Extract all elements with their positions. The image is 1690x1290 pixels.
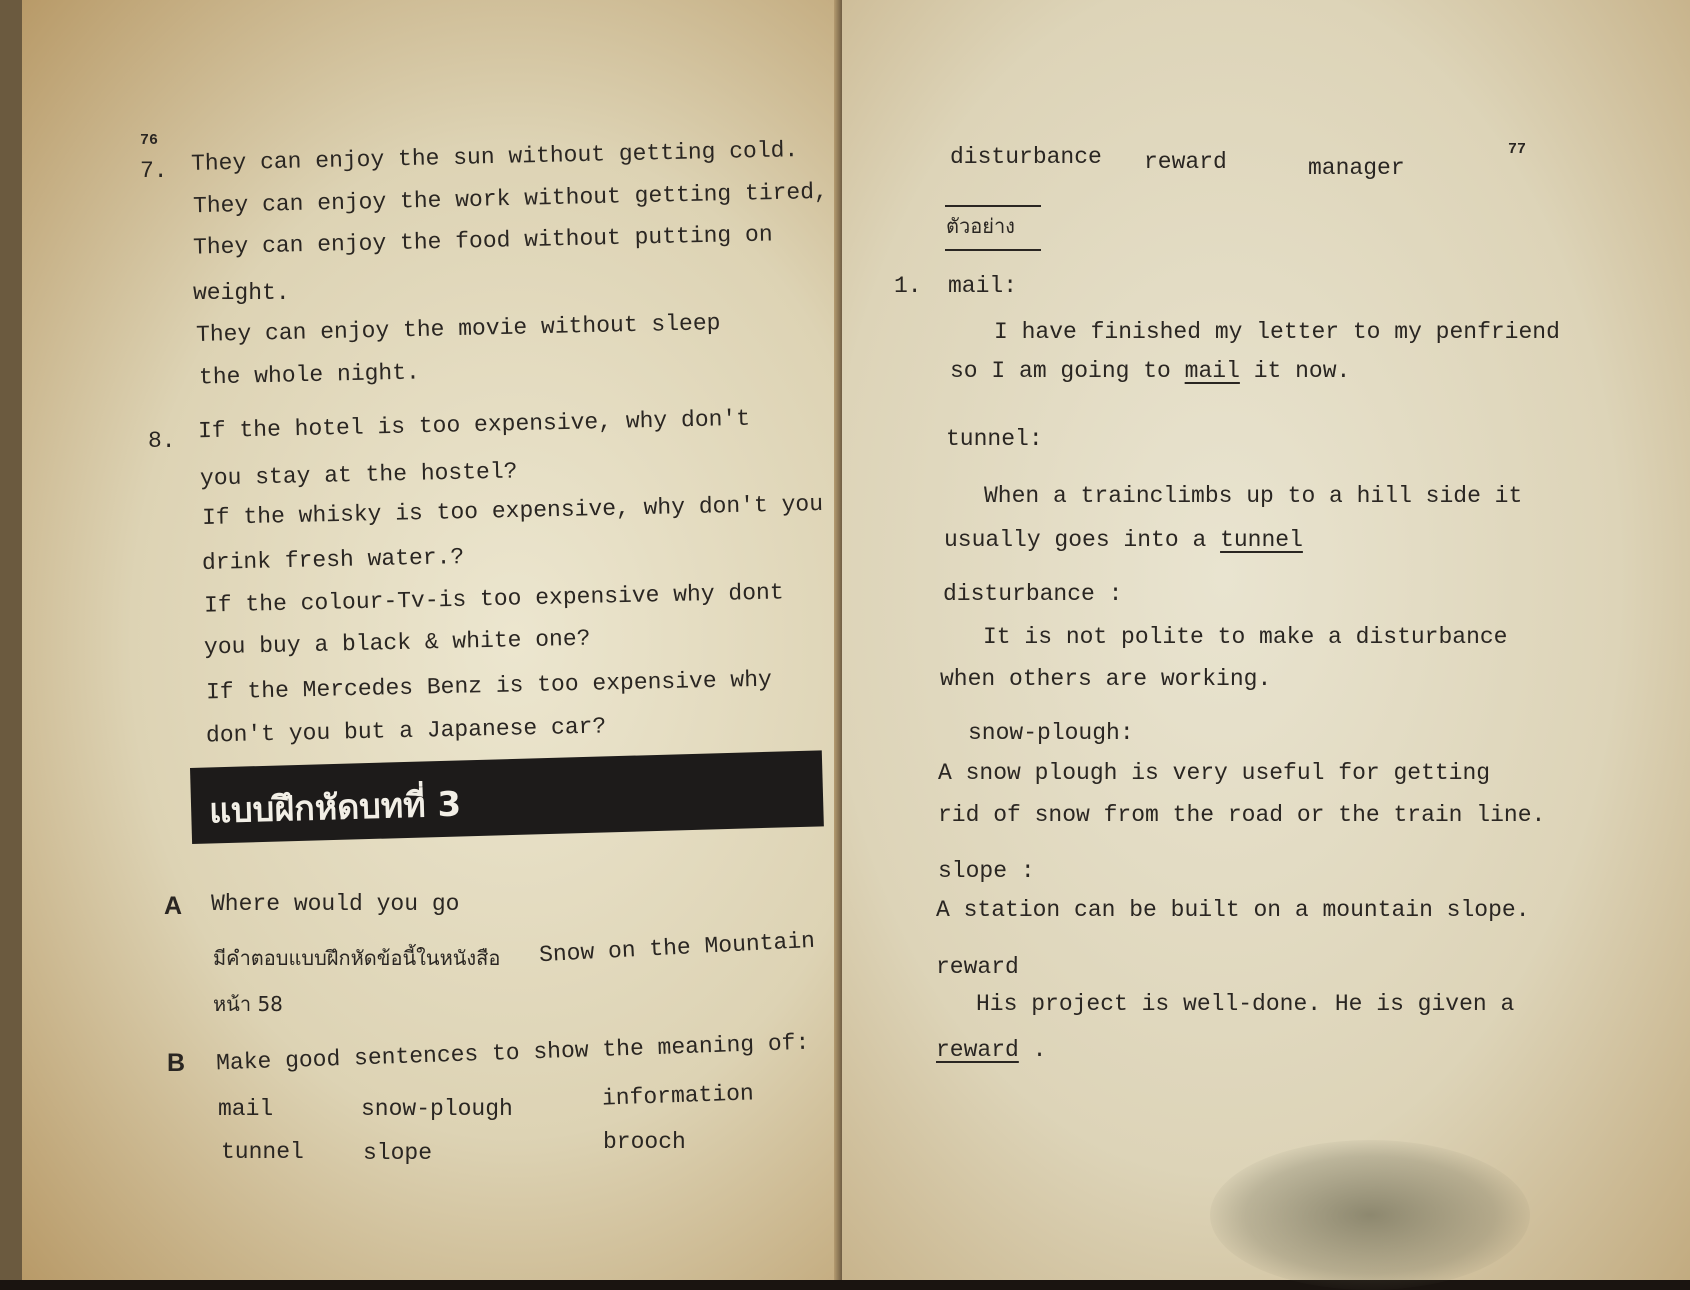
item-7-line: They can enjoy the food without putting on: [192, 221, 773, 261]
entry-text: .: [1032, 1037, 1047, 1063]
entry-text: so I am going to: [950, 358, 1171, 384]
entry-line: It is not polite to make a disturbance: [983, 624, 1508, 650]
entry-underlined-word: reward: [936, 1037, 1019, 1063]
exercise-banner: [190, 750, 824, 844]
item-8-line: If the colour-Tv-is too expensive why dont: [203, 579, 784, 619]
section-a-page-ref: หน้า 58: [213, 992, 283, 1016]
entry-term: snow-plough:: [968, 720, 1134, 746]
item-7-number: 7.: [140, 158, 168, 184]
word-item: mail: [218, 1096, 274, 1122]
entry-term: tunnel:: [946, 426, 1043, 452]
left-page: [0, 0, 842, 1280]
item-8-line: don't you but a Japanese car?: [205, 713, 607, 749]
right-page: [842, 0, 1690, 1280]
entry-line: A snow plough is very useful for getting: [938, 760, 1491, 786]
word-item: snow-plough: [361, 1096, 513, 1122]
page-stain: [1210, 1140, 1530, 1290]
item-8-line: If the Mercedes Benz is too expensive why: [205, 666, 773, 706]
section-b-letter: B: [167, 1049, 186, 1077]
header-word: reward: [1144, 149, 1227, 175]
example-rule-bottom: [945, 249, 1041, 251]
entry-underlined-word: mail: [1184, 358, 1240, 384]
word-item: slope: [363, 1140, 433, 1166]
entry-line: When a trainclimbs up to a hill side it: [984, 483, 1523, 509]
entry-text: it now.: [1253, 358, 1351, 384]
entry-line: rid of snow from the road or the train line.: [938, 802, 1546, 828]
entry-term: slope :: [938, 858, 1035, 884]
example-label: ตัวอย่าง: [946, 214, 1015, 238]
item-7-line: They can enjoy the work without getting tired,: [192, 178, 829, 220]
example-rule-top: [945, 205, 1041, 207]
item-8-line: If the whisky is too expensive, why don't you: [201, 490, 824, 532]
header-word: disturbance: [950, 144, 1102, 170]
entry-line: His project is well-done. He is given a: [976, 991, 1515, 1017]
item-8-line: If the hotel is too expensive, why don't: [197, 405, 751, 445]
section-a-note-thai: มีคำตอบแบบฝึกหัดข้อนี้ในหนังสือ: [213, 946, 501, 970]
exercise-banner-title: แบบฝึกหัดบทที่ 3: [208, 784, 462, 832]
header-word: manager: [1308, 155, 1405, 181]
word-item: tunnel: [221, 1139, 304, 1165]
section-a-letter: A: [164, 892, 183, 920]
item-8-line: you stay at the hostel?: [199, 458, 518, 492]
item-7-line: the whole night.: [198, 359, 421, 391]
word-item: information: [601, 1080, 755, 1112]
item-7-line: They can enjoy the sun without getting cold.: [190, 137, 799, 177]
entry-line: [936, 1039, 1046, 1062]
entry-term: disturbance :: [943, 581, 1123, 607]
page-number-right: 77: [1508, 141, 1527, 158]
item-7-line: They can enjoy the movie without sleep: [195, 310, 721, 348]
item-7-line: weight.: [193, 280, 290, 306]
page-number-left: 76: [140, 132, 159, 149]
entry-term: reward: [936, 954, 1019, 980]
section-a-title: Where would you go: [211, 891, 460, 917]
entry-line: when others are working.: [940, 666, 1272, 692]
word-item: brooch: [603, 1129, 686, 1155]
entry-line: A station can be built on a mountain slope.: [936, 897, 1530, 923]
entry-line: I have finished my letter to my penfriend: [994, 319, 1560, 345]
item-8-line: drink fresh water.?: [201, 544, 465, 576]
entry-line: [950, 360, 1350, 383]
section-b-title: Make good sentences to show the meaning of:: [215, 1029, 810, 1077]
entry-text: usually goes into a: [944, 527, 1207, 553]
section-a-book-title: Snow on the Mountain: [538, 927, 816, 969]
item-8-number: 8.: [148, 428, 176, 454]
entry-number: 1.: [894, 273, 922, 299]
entry-line: [944, 529, 1303, 552]
entry-term: mail:: [948, 273, 1018, 299]
entry-underlined-word: tunnel: [1220, 527, 1303, 553]
item-8-line: you buy a black & white one?: [203, 625, 591, 661]
